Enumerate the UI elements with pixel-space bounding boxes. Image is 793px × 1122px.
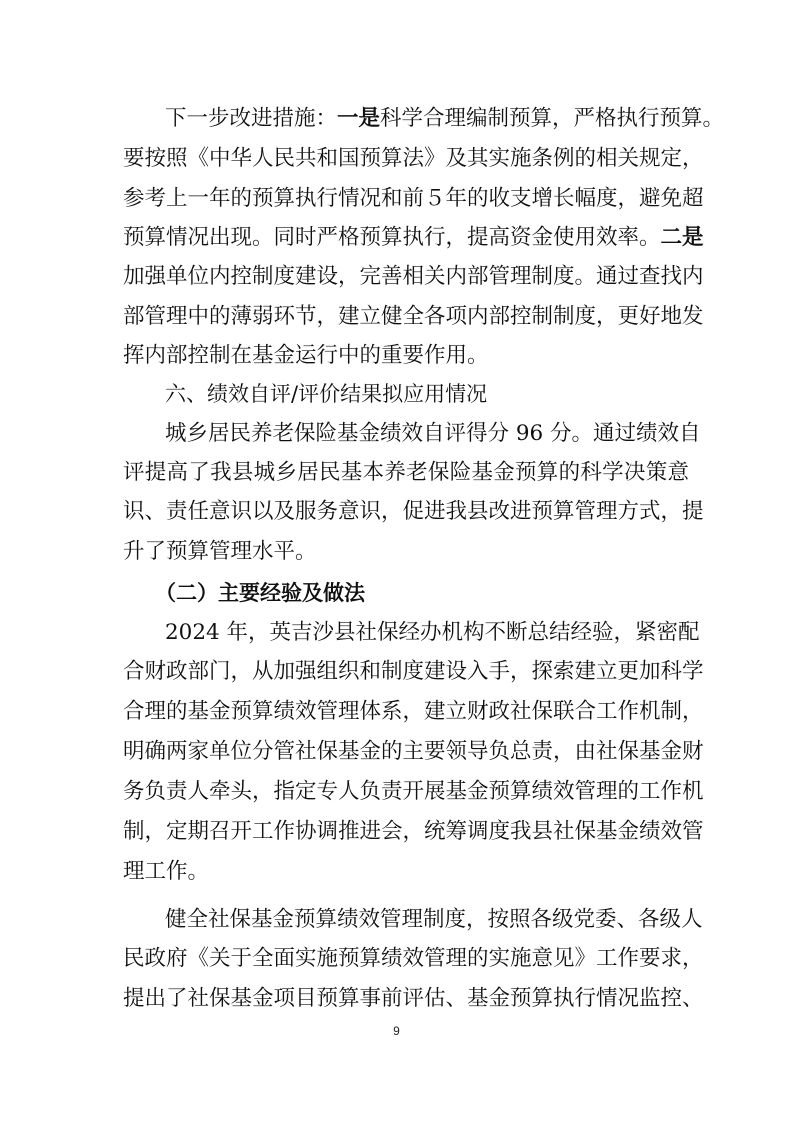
- body-line: [165, 104, 725, 134]
- body-line: 合财政部门，从加强组织和制度建设入手，探索建立更加科学: [123, 659, 704, 684]
- body-line: 评提高了我县城乡居民基本养老保险基金预算的科学决策意: [123, 460, 689, 485]
- body-text: 科学合理编制预算，严格执行预算。: [380, 106, 725, 131]
- bold-marker: 二是: [660, 225, 704, 250]
- body-line: 2024 年，英吉沙县社保经办机构不断总结经验，紧密配: [165, 620, 700, 645]
- body-line: 明确两家单位分管社保基金的主要领导负总责，由社保基金财: [123, 739, 704, 764]
- body-line: 要按照《中华人民共和国预算法》及其实施条例的相关规定，: [123, 146, 704, 171]
- body-line: 升了预算管理水平。: [123, 539, 317, 564]
- subsection-heading: （二）主要经验及做法: [155, 580, 365, 605]
- body-line: 理工作。: [123, 859, 210, 884]
- bold-lead: 下一步改进措施：: [165, 106, 338, 131]
- page-number: 9: [393, 1024, 400, 1038]
- body-line: 识、责任意识以及服务意识，促进我县改进预算管理方式，提: [123, 499, 704, 524]
- body-line: 制，定期召开工作协调推进会，统筹调度我县社保基金绩效管: [123, 819, 704, 844]
- bold-marker: 一是: [337, 106, 381, 131]
- body-line: 提出了社保基金项目预算事前评估、基金预算执行情况监控、: [123, 986, 704, 1011]
- body-line: 民政府《关于全面实施预算绩效管理的实施意见》工作要求，: [123, 946, 704, 971]
- body-line: 挥内部控制在基金运行中的重要作用。: [123, 343, 489, 368]
- section-heading: 六、绩效自评/评价结果拟应用情况: [165, 382, 488, 406]
- body-line: 加强单位内控制度建设，完善相关内部管理制度。通过查找内: [123, 264, 704, 289]
- body-line: 合理的基金预算绩效管理体系，建立财政社保联合工作机制，: [123, 699, 704, 724]
- body-line: [123, 223, 704, 253]
- body-line: 务负责人牵头，指定专人负责开展基金预算绩效管理的工作机: [123, 779, 704, 804]
- body-line: 参考上一年的预算执行情况和前５年的收支增长幅度，避免超: [123, 186, 704, 211]
- body-line: 部管理中的薄弱环节，建立健全各项内部控制制度，更好地发: [123, 304, 704, 329]
- body-line: 健全社保基金预算绩效管理制度，按照各级党委、各级人: [165, 907, 703, 932]
- body-text: 预算情况出现。同时严格预算执行，提高资金使用效率。: [123, 225, 661, 250]
- body-line: 城乡居民养老保险基金绩效自评得分 96 分。通过绩效自: [165, 421, 701, 446]
